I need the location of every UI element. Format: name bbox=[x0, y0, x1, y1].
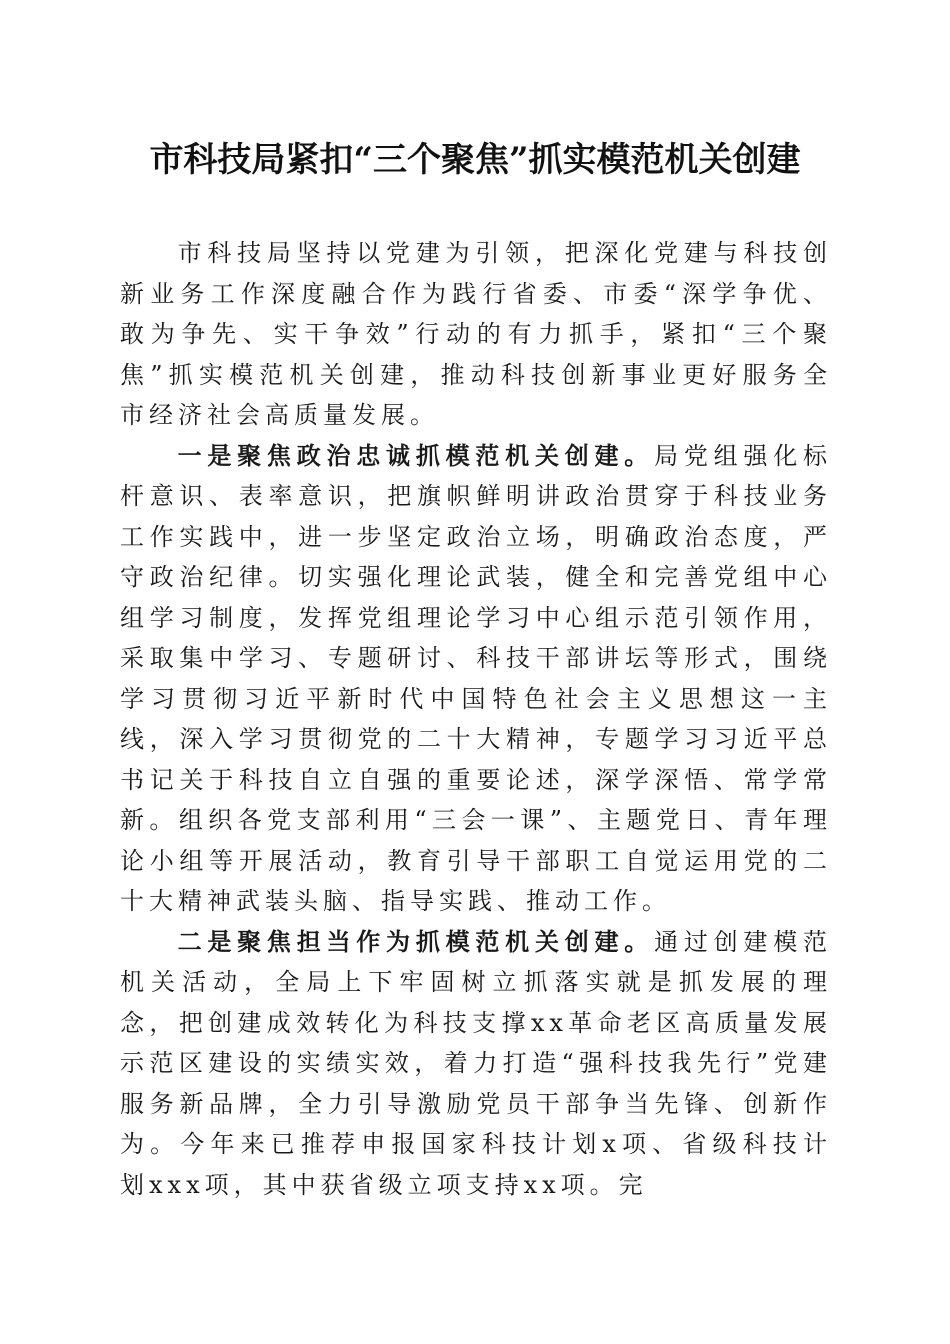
paragraph-political-loyalty-heading: 一是聚焦政治忠诚抓模范机关创建。 bbox=[177, 440, 655, 470]
paragraph-responsibility-heading: 二是聚焦担当作为抓模范机关创建。 bbox=[177, 926, 655, 956]
document-body bbox=[120, 233, 832, 1205]
paragraph-intro bbox=[120, 233, 832, 436]
paragraph-responsibility bbox=[120, 922, 832, 1206]
paragraph-intro-text: 市科技局坚持以党建为引领，把深化党建与科技创新业务工作深度融合作为践行省委、市委“深学争优、敢为争先、实干争效”行动的有力抓手，紧扣“三个聚焦”抓实模范机关创建，推动科技创新事业更好服务全市经济社会高质量发展。 bbox=[120, 239, 832, 429]
paragraph-responsibility-text: 通过创建模范机关活动，全局上下牢固树立抓落实就是抓发展的理念，把创建成效转化为科技支撑xx革命老区高质量发展示范区建设的实绩实效，着力打造“强科技我先行”党建服务新品牌，全力引导激励党员干部争当先锋、创新作为。今年来已推荐申报国家科技计划x项、省级科技计划xxx项，其中获省级立项支持xx项。完 bbox=[120, 927, 832, 1199]
paragraph-political-loyalty-text: 局党组强化标杆意识、表率意识，把旗帜鲜明讲政治贯穿于科技业务工作实践中，进一步坚定政治立场，明确政治态度，严守政治纪律。切实强化理论武装，健全和完善党组中心组学习制度，发挥党组理论学习中心组示范引领作用，采取集中学习、专题研讨、科技干部讲坛等形式，围绕学习贯彻习近平新时代中国特色社会主义思想这一主线，深入学习贯彻党的二十大精神，专题学习习近平总书记关于科技自立自强的重要论述，深学深悟、常学常新。组织各党支部利用“三会一课”、主题党日、青年理论小组等开展活动，教育引导干部职工自觉运用党的二十大精神武装头脑、指导实践、推动工作。 bbox=[120, 441, 832, 915]
paragraph-political-loyalty bbox=[120, 436, 832, 922]
document-title: 市科技局紧扣“三个聚焦”抓实模范机关创建 bbox=[149, 140, 801, 180]
